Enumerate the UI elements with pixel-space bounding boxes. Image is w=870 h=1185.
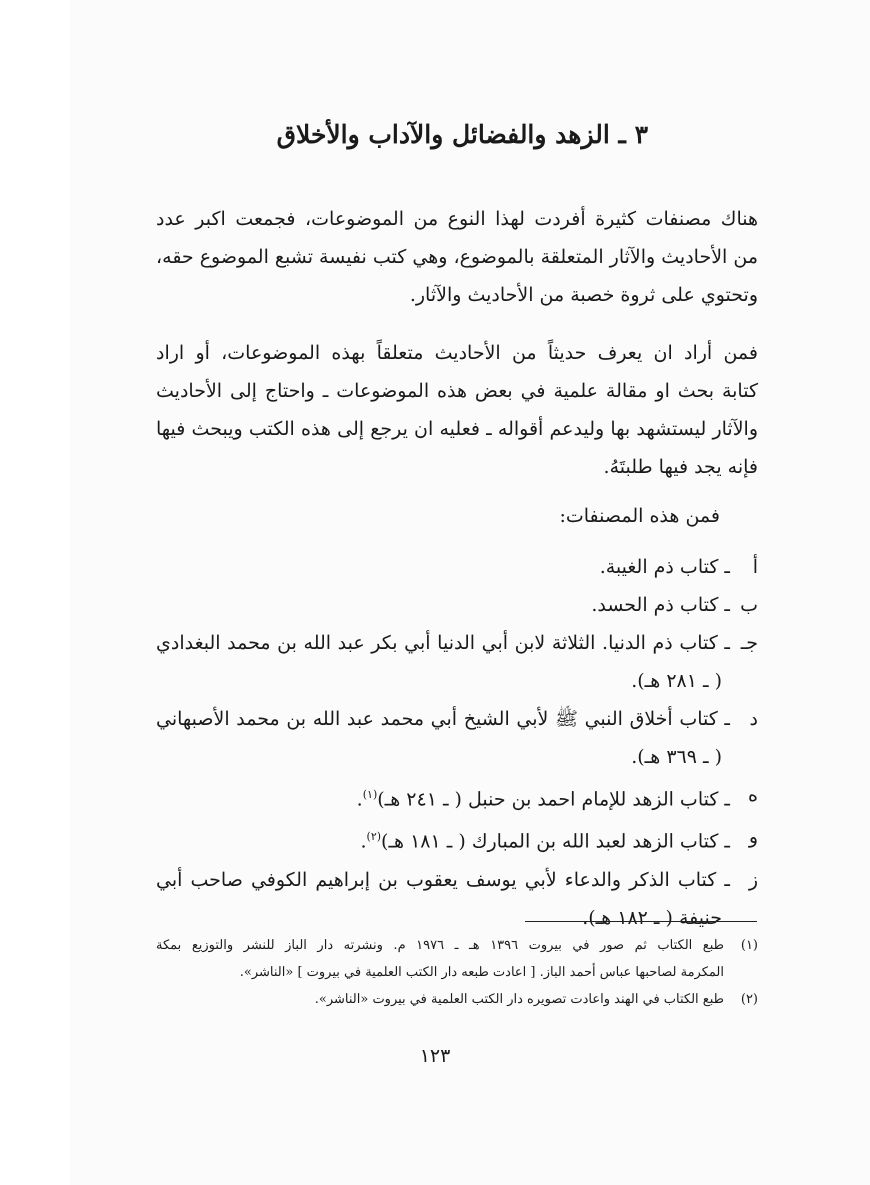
page-number: ١٢٣	[419, 1045, 451, 1067]
paragraph-line: هناك مصنفات كثيرة أفردت لهذا النوع من الموضوعات، فجمعت اكبر عدد	[156, 208, 758, 230]
item-letter: ز	[748, 868, 758, 891]
item-text: ـ كتاب ذم الحسد.	[591, 594, 730, 616]
books-list	[156, 548, 758, 937]
list-intro: فمن هذه المصنفات:	[559, 505, 720, 527]
item-text: ـ كتاب أخلاق النبي ﷺ لأبي الشيخ أبي محمد عبد الله بن محمد الأصبهاني	[156, 708, 730, 730]
list-item	[156, 776, 758, 818]
item-letter: جـ	[740, 632, 758, 654]
footnote-number: (١)	[740, 938, 758, 953]
footnote	[156, 932, 758, 986]
footnote-text: طبع الكتاب ثم صور في بيروت ١٣٩٦ هـ ـ ١٩٧٦ م. ونشرته دار الباز للنشر والتوزيع بمكة	[156, 938, 724, 953]
footnote-divider	[525, 921, 757, 922]
list-item	[156, 861, 758, 937]
paragraph-line: وتحتوي على ثروة خصبة من الأحاديث والآثار.	[409, 284, 758, 306]
item-text: ـ كتاب ذم الغيبة.	[599, 556, 730, 578]
item-letter: ب	[740, 594, 758, 616]
footnote-ref[interactable]: (١)	[362, 788, 378, 801]
footnote-text: طبع الكتاب في الهند واعادت تصويره دار الكتب العلمية في بيروت «الناشر».	[314, 992, 724, 1007]
paragraph-intro	[156, 200, 758, 314]
footnote-ref[interactable]: (٢)	[366, 830, 382, 844]
footnotes	[156, 932, 758, 1013]
page-margin	[0, 0, 70, 1185]
item-punct: .	[360, 830, 367, 853]
footnote-number: (٢)	[740, 992, 758, 1007]
paragraph-usage	[156, 334, 758, 486]
item-text: ـ كتاب الزهد للإمام احمد بن حنبل ( ـ ٢٤١ هـ)	[377, 788, 730, 811]
list-item	[156, 700, 758, 776]
paragraph-line: فإنه يجد فيها طلبتَهُ.	[603, 456, 758, 478]
item-letter: ه	[748, 784, 758, 806]
item-text: ( ـ ٣٦٩ هـ).	[631, 746, 722, 768]
list-item	[156, 818, 758, 860]
list-item	[156, 548, 758, 586]
item-letter: د	[749, 708, 758, 730]
paragraph-line: والآثار ليستشهد بها وليدعم أقواله ـ فعليه ان يرجع إلى هذه الكتب ويبحث فيها	[156, 418, 758, 440]
item-text: حنيفة ( ـ ١٨٢ هـ).	[582, 906, 722, 929]
footnote	[156, 986, 758, 1013]
list-item	[156, 624, 758, 700]
list-item	[156, 586, 758, 624]
item-letter: أ	[752, 556, 758, 578]
paragraph-line: فمن أراد ان يعرف حديثاً من الأحاديث متعلقاً بهذه الموضوعات، أو اراد	[156, 342, 758, 364]
paragraph-line: كتابة بحث او مقالة علمية في بعض هذه الموضوعات ـ واحتاج إلى الأحاديث	[156, 380, 758, 402]
item-text: ـ كتاب الزهد لعبد الله بن المبارك ( ـ ١٨١ هـ)	[381, 830, 730, 853]
item-punct: .	[356, 788, 363, 811]
footnote-text: المكرمة لصاحبها عباس أحمد الباز. [ اعادت طبعه دار الكتب العلمية في بيروت ] «الناشر».	[239, 965, 724, 980]
item-letter: و	[748, 826, 758, 849]
item-text: ـ كتاب ذم الدنيا. الثلاثة لابن أبي الدنيا أبي بكر عبد الله بن محمد البغدادي	[156, 632, 730, 654]
item-text: ـ كتاب الذكر والدعاء لأبي يوسف يعقوب بن إبراهيم الكوفي صاحب أبي	[156, 868, 730, 891]
item-text: ( ـ ٢٨١ هـ).	[631, 670, 722, 692]
section-title: ٣ ـ الزهد والفضائل والآداب والأخلاق	[276, 120, 648, 149]
paragraph-line: من الأحاديث والآثار المتعلقة بالموضوع، وهي كتب نفيسة تشبع الموضوع حقه،	[156, 246, 758, 268]
